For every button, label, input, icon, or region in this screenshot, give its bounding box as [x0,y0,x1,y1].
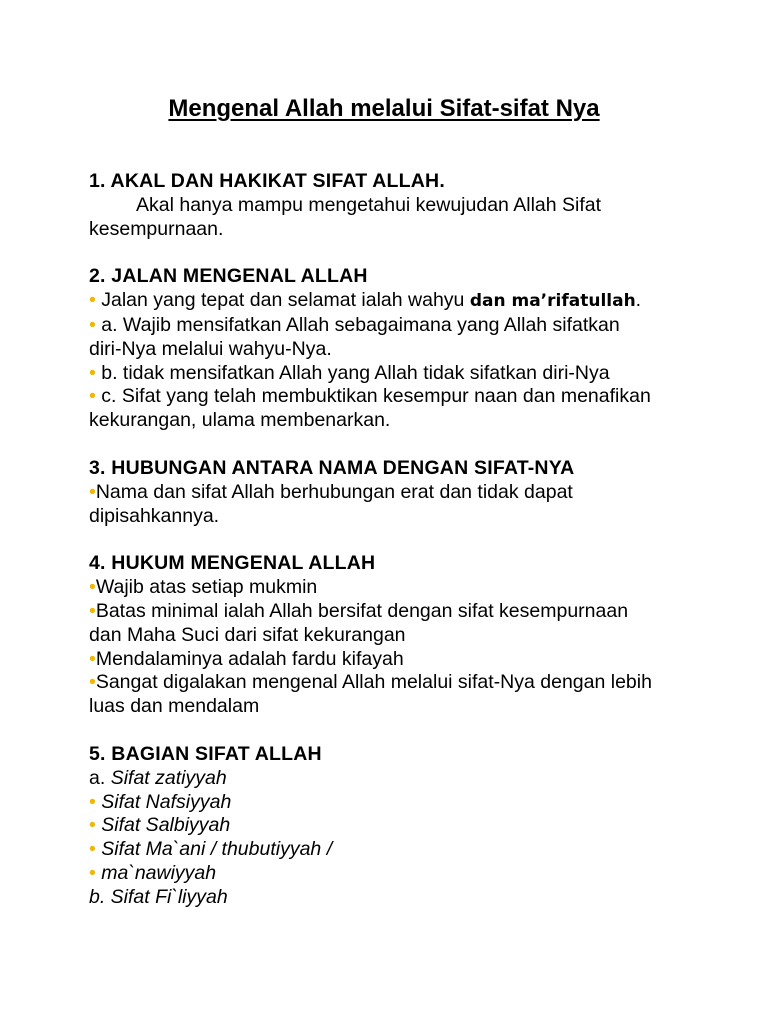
list-item-emphasis: dan ma’rifatullah [469,291,636,312]
paragraph-line: kesempurnaan. [89,217,224,240]
paragraph-line: Akal hanya mampu mengetahui kewujudan Allah Sifat [136,193,602,216]
list-item [89,648,689,672]
list-item-text: b. tidak mensifatkan Allah yang Allah tidak sifatkan diri-Nya [95,361,610,384]
list-item-continuation: dipisahkannya. [89,504,220,527]
bullet-icon: • [89,838,96,861]
list-item-prefix: a. [89,766,111,789]
list-item [89,600,689,624]
section-5 [89,743,689,910]
list-item-continuation: diri-Nya melalui wahyu-Nya. [89,337,332,360]
list-item-continuation: dan Maha Suci dari sifat kekurangan [89,623,406,646]
list-item-text: Nama dan sifat Allah berhubungan erat dan tidak dapat [95,480,573,503]
document-body [89,170,689,934]
bullet-icon: • [89,599,96,622]
section-3 [89,457,689,528]
list-item-text: Mendalaminya adalah fardu kifayah [95,647,404,670]
bullet-icon: • [89,385,96,408]
bullet-icon: • [89,861,96,884]
list-item-text: Sifat Ma`ani / thubutiyyah / [95,838,333,861]
section-heading: 5. BAGIAN SIFAT ALLAH [89,742,322,765]
list-item [89,362,689,386]
list-item-text: Sangat digalakan mengenal Allah melalui sifat-Nya dengan lebih [95,671,652,694]
bullet-icon: • [89,480,96,503]
section-heading: 1. AKAL DAN HAKIKAT SIFAT ALLAH. [89,170,445,192]
list-item-continuation: kekurangan, ulama membenarkan. [89,409,391,432]
bullet-icon: • [89,289,96,312]
list-item-text: Batas minimal ialah Allah bersifat dengan sifat kesempurnaan [95,599,629,622]
list-item [89,576,689,600]
section-heading: 3. HUBUNGAN ANTARA NAMA DENGAN SIFAT-NYA [89,456,575,479]
list-item [89,814,689,838]
bullet-icon: • [89,576,96,599]
list-item [89,838,689,862]
list-item [89,862,689,886]
bullet-icon: • [89,313,96,336]
list-item: b. Sifat Fi`liyyah [89,885,228,908]
list-item [89,481,689,505]
section-2 [89,265,689,433]
list-item-text: Jalan yang tepat dan selamat ialah wahyu [95,289,470,312]
list-item [89,289,689,314]
list-item-text: Sifat Nafsiyyah [95,790,232,813]
list-item-text: ma`nawiyyah [95,861,217,884]
section-4 [89,552,689,719]
bullet-icon: • [89,647,96,670]
list-item [89,671,689,695]
list-item-text: . [635,289,642,312]
section-1 [89,170,689,241]
bullet-icon: • [89,790,96,813]
section-heading: 4. HUKUM MENGENAL ALLAH [89,552,376,575]
list-item-text: Wajib atas setiap mukmin [95,576,318,599]
list-item-text: c. Sifat yang telah membuktikan kesempur naan dan menafikan [95,385,651,408]
list-item-text: a. Wajib mensifatkan Allah sebagaimana yang Allah sifatkan [95,313,620,336]
bullet-icon: • [89,814,96,837]
bullet-icon: • [89,671,96,694]
list-item-text: Sifat Salbiyyah [95,814,231,837]
page-title: Mengenal Allah melalui Sifat-sifat Nya [168,95,600,122]
list-item [89,767,689,791]
list-item-text: Sifat zatiyyah [110,766,227,789]
list-item [89,791,689,815]
section-heading: 2. JALAN MENGENAL ALLAH [89,265,368,288]
list-item [89,385,689,409]
list-item [89,314,689,338]
list-item-continuation: luas dan mendalam [89,695,260,718]
bullet-icon: • [89,361,96,384]
